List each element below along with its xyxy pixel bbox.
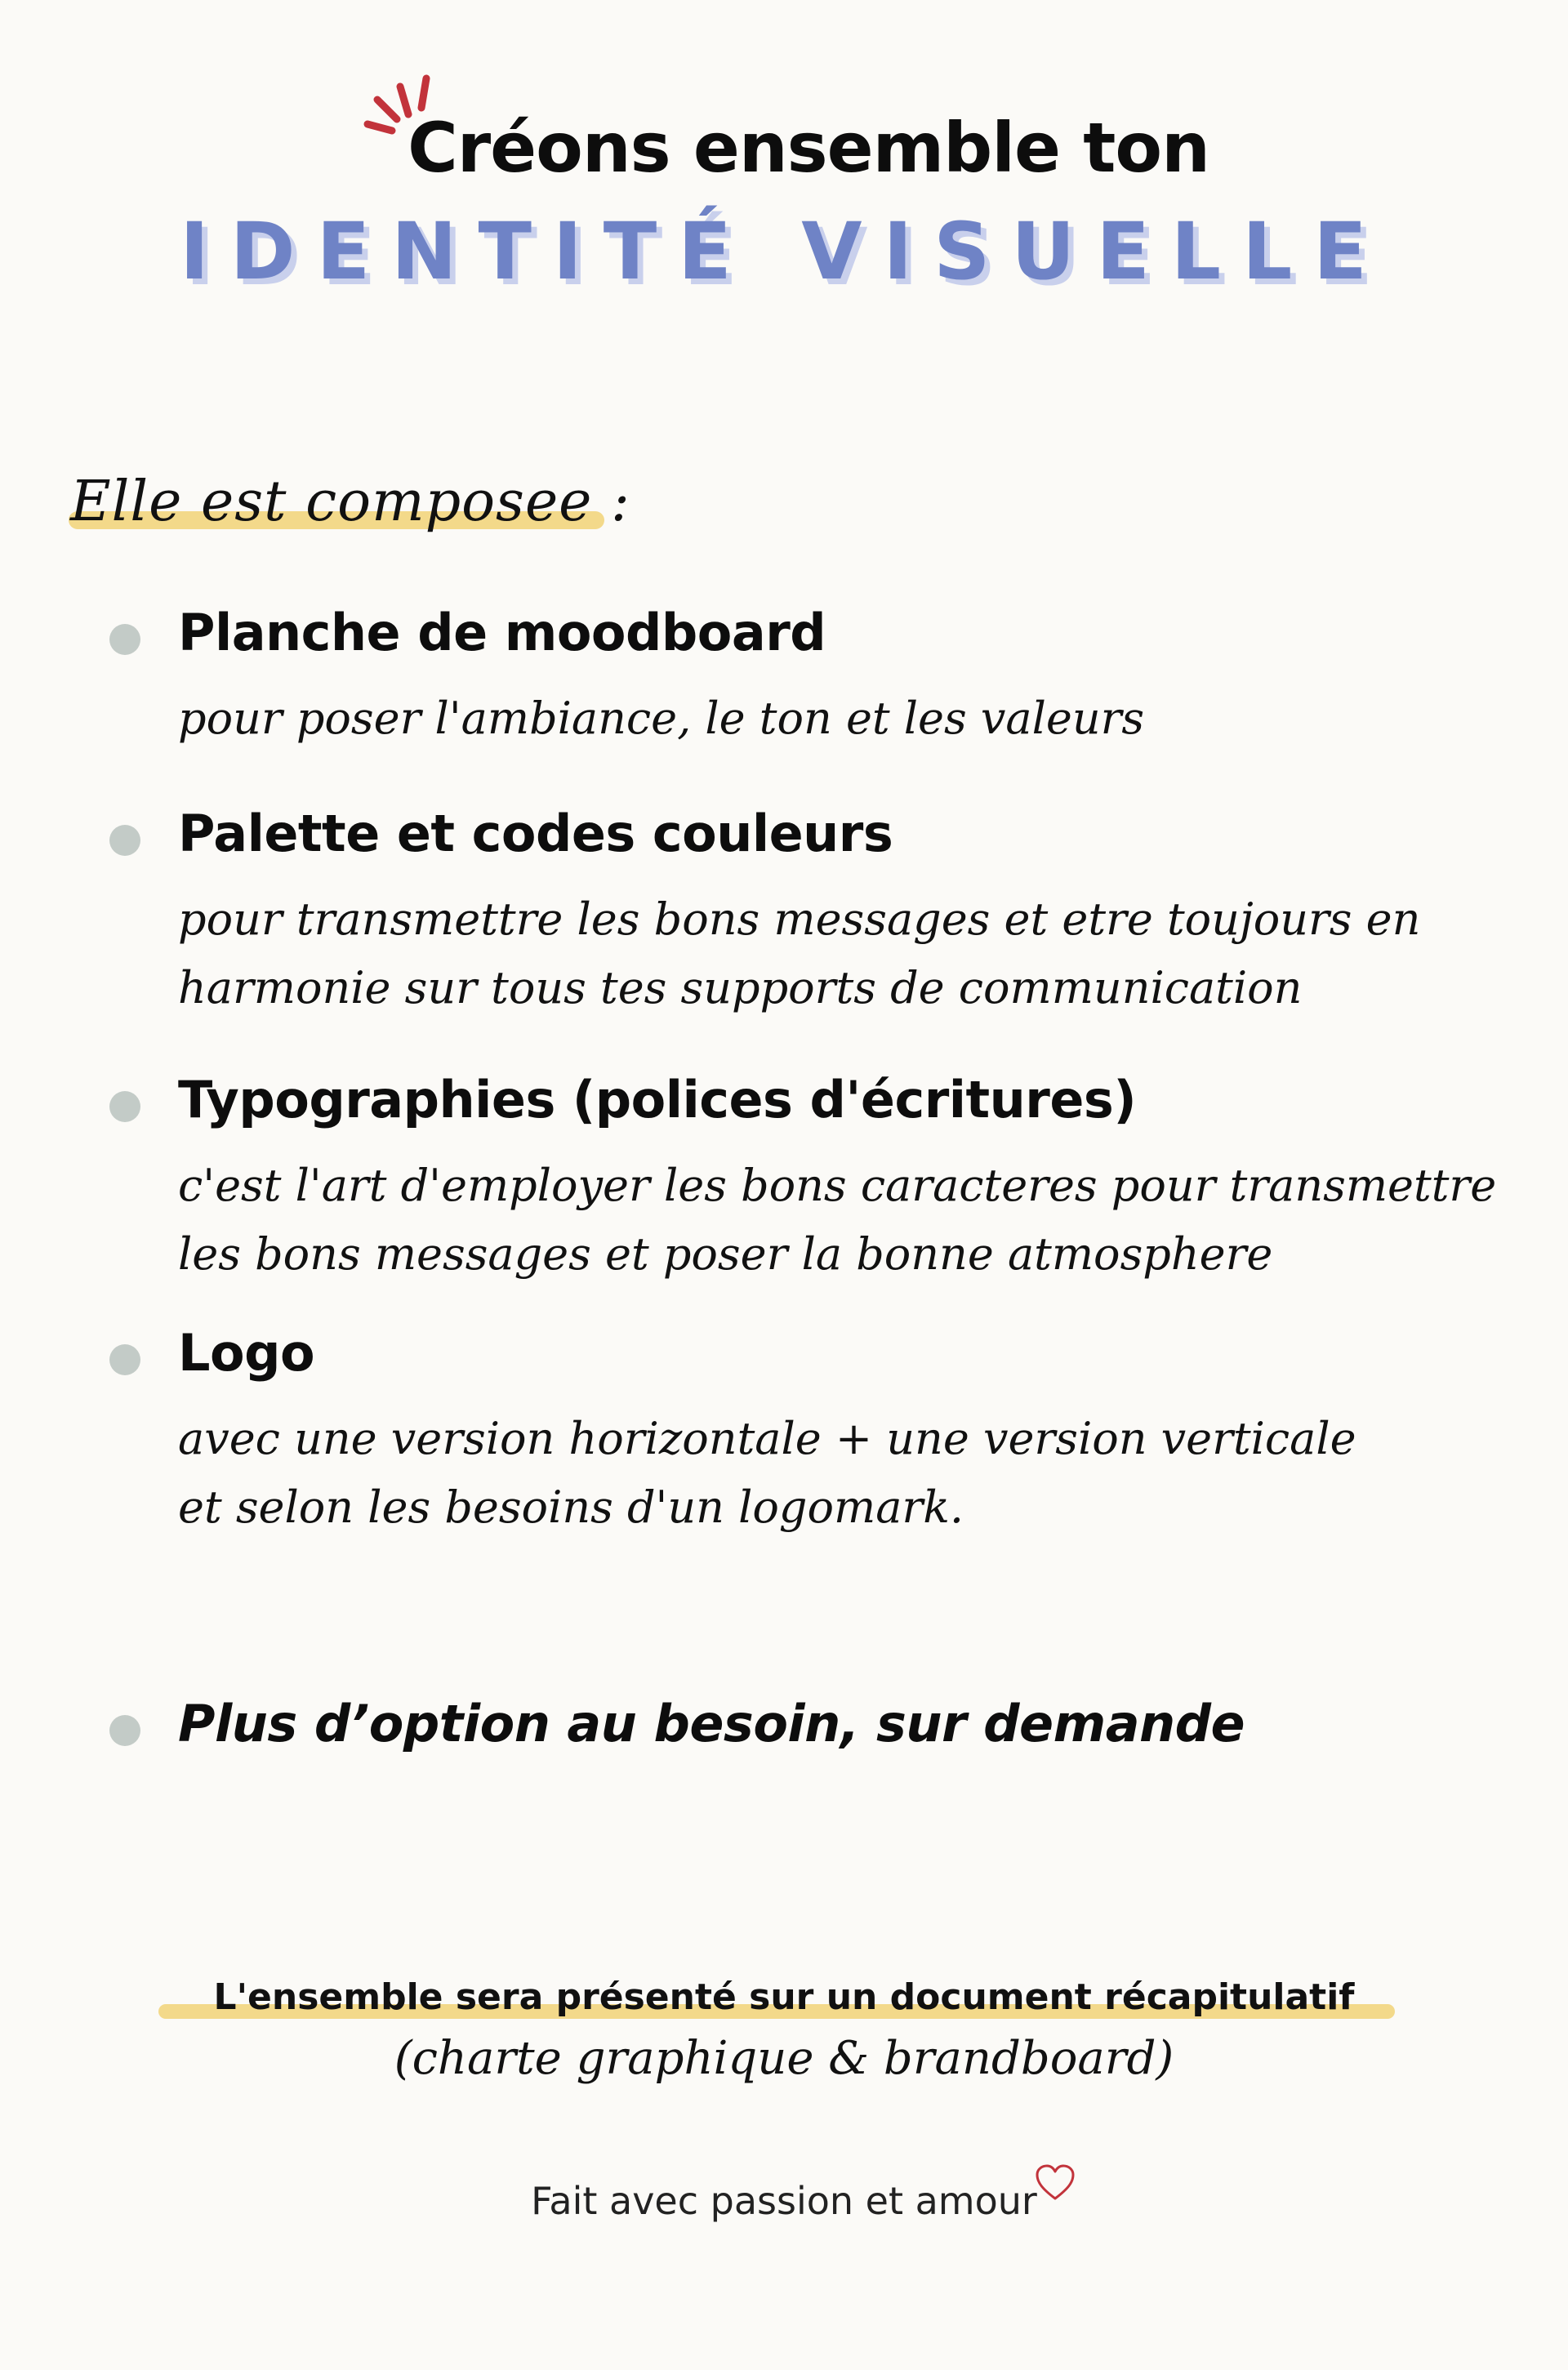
recap-text: L'ensemble sera présenté sur un document récapitulatif: [213, 1976, 1355, 2018]
item-desc-palette: [178, 885, 1517, 1022]
item-desc-moodboard: [178, 684, 1517, 753]
recap-subtext: (charte graphique & brandboard): [394, 2032, 1174, 2085]
desc-line: avec une version horizontale + une version verticale: [178, 1413, 1356, 1464]
desc-line: pour poser l'ambiance, le ton et les valeurs: [178, 693, 1145, 744]
item-title-palette: Palette et codes couleurs: [178, 804, 893, 863]
bullet-icon: [109, 1344, 140, 1375]
page-title: Créons ensemble ton: [408, 108, 1209, 188]
desc-line: harmonie sur tous tes supports de communication: [178, 962, 1303, 1013]
bullet-icon: [109, 1715, 140, 1746]
item-title-logo: Logo: [178, 1323, 315, 1383]
bullet-icon: [109, 825, 140, 856]
desc-line: c'est l'art d'employer les bons caracteres pour transmettre: [178, 1160, 1497, 1211]
heart-outline-icon: [1034, 2163, 1076, 2202]
item-title-typographies: Typographies (polices d'écritures): [178, 1070, 1137, 1129]
signoff-text: Fait avec passion et amour: [531, 2179, 1037, 2223]
item-desc-logo: [178, 1405, 1517, 1542]
desc-line: pour transmettre les bons messages et etre toujours en: [178, 893, 1421, 945]
desc-line: et selon les besoins d'un logomark.: [178, 1481, 964, 1533]
item-title-options: Plus d’option au besoin, sur demande: [178, 1694, 1245, 1753]
section-heading: Elle est composee :: [70, 470, 630, 534]
bullet-icon: [109, 1091, 140, 1122]
page-title-accent: IDENTITÉ VISUELLE: [180, 206, 1388, 297]
bullet-icon: [109, 624, 140, 655]
item-title-moodboard: Planche de moodboard: [178, 603, 826, 662]
item-desc-typographies: [178, 1152, 1517, 1289]
desc-line: les bons messages et poser la bonne atmosphere: [178, 1228, 1273, 1280]
